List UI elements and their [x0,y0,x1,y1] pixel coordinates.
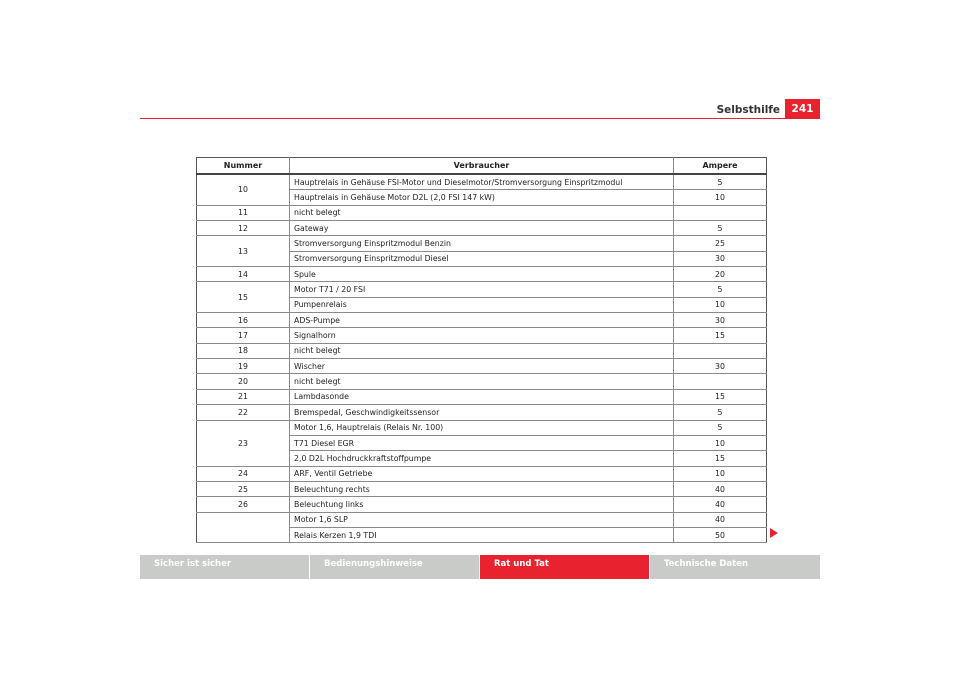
footer-tab-label: Bedienungshinweise [324,559,423,569]
fuse-number-cell: 11 [197,205,290,220]
consumer-cell: nicht belegt [290,343,674,358]
consumer-cell: Hauptrelais in Gehäuse FSI-Motor und Dieselmotor/Stromversorgung Einspritzmodul [290,174,674,190]
page-number-badge: 241 [785,99,820,119]
ampere-cell: 50 [674,527,767,542]
table-row [197,267,767,282]
consumer-cell: T71 Diesel EGR [290,435,674,450]
table-row [197,389,767,404]
page-title: Selbsthilfe [716,104,780,116]
consumer-cell: Relais Kerzen 1,9 TDI [290,527,674,542]
table-row [197,481,767,496]
fuse-number-cell: 22 [197,405,290,420]
fuse-number-cell: 16 [197,313,290,328]
ampere-cell: 10 [674,297,767,312]
consumer-cell: nicht belegt [290,374,674,389]
consumer-cell: Pumpenrelais [290,297,674,312]
consumer-cell: Hauptrelais in Gehäuse Motor D2L (2,0 FSI 147 kW) [290,190,674,205]
fuse-number-cell: 19 [197,359,290,374]
table-row [197,221,767,236]
fuse-number-cell: 14 [197,267,290,282]
consumer-cell: Stromversorgung Einspritzmodul Benzin [290,236,674,251]
column-header-verbraucher: Verbraucher [290,158,674,175]
ampere-cell: 5 [674,282,767,297]
table-row [197,328,767,343]
ampere-cell: 15 [674,451,767,466]
consumer-cell: Motor T71 / 20 FSI [290,282,674,297]
footer-tab-sicher-ist-sicher[interactable] [140,555,309,579]
ampere-cell: 40 [674,497,767,512]
footer-tab-technische-daten[interactable] [650,555,820,579]
fuse-number-cell: 12 [197,221,290,236]
column-header-nummer: Nummer [197,158,290,175]
ampere-cell: 30 [674,313,767,328]
consumer-cell: Wischer [290,359,674,374]
next-page-arrow-icon[interactable] [770,528,778,538]
ampere-cell: 10 [674,435,767,450]
consumer-cell: Beleuchtung links [290,497,674,512]
consumer-cell: ARF, Ventil Getriebe [290,466,674,481]
ampere-cell: 5 [674,405,767,420]
header-rule [140,118,820,119]
consumer-cell: Motor 1,6, Hauptrelais (Relais Nr. 100) [290,420,674,435]
ampere-cell: 30 [674,251,767,266]
ampere-cell: 15 [674,328,767,343]
fuse-number-cell: 23 [197,420,290,466]
consumer-cell: Beleuchtung rechts [290,481,674,496]
ampere-cell: 15 [674,389,767,404]
footer-tab-label: Technische Daten [664,559,749,569]
fuse-number-cell: 15 [197,282,290,313]
ampere-cell: 10 [674,190,767,205]
fuse-number-cell: 17 [197,328,290,343]
table-row [197,282,767,297]
ampere-cell: 30 [674,359,767,374]
table-row [197,343,767,358]
ampere-cell: 20 [674,267,767,282]
fuse-table [196,157,767,543]
consumer-cell: 2,0 D2L Hochdruckkraftstoffpumpe [290,451,674,466]
ampere-cell: 5 [674,174,767,190]
table-row [197,405,767,420]
fuse-number-cell: 13 [197,236,290,267]
consumer-cell: nicht belegt [290,205,674,220]
consumer-cell: Signalhorn [290,328,674,343]
ampere-cell [674,343,767,358]
ampere-cell: 40 [674,512,767,527]
consumer-cell: Spule [290,267,674,282]
fuse-number-cell: 25 [197,481,290,496]
footer-tab-label: Sicher ist sicher [154,559,232,569]
ampere-cell: 5 [674,221,767,236]
table-row [197,420,767,435]
consumer-cell: Lambdasonde [290,389,674,404]
ampere-cell: 25 [674,236,767,251]
table-row [197,466,767,481]
table-row [197,497,767,512]
table-row [197,205,767,220]
table-row [197,359,767,374]
fuse-number-cell: 24 [197,466,290,481]
ampere-cell: 10 [674,466,767,481]
table-row [197,174,767,190]
table-row [197,374,767,389]
consumer-cell: ADS-Pumpe [290,313,674,328]
fuse-number-cell [197,512,290,543]
table-row [197,236,767,251]
column-header-ampere: Ampere [674,158,767,175]
fuse-number-cell: 10 [197,174,290,205]
footer-tab-bedienungshinweise[interactable] [310,555,479,579]
fuse-number-cell: 18 [197,343,290,358]
ampere-cell: 40 [674,481,767,496]
consumer-cell: Gateway [290,221,674,236]
consumer-cell: Motor 1,6 SLP [290,512,674,527]
ampere-cell [674,374,767,389]
ampere-cell: 5 [674,420,767,435]
table-row [197,313,767,328]
table-row [197,512,767,527]
fuse-number-cell: 26 [197,497,290,512]
ampere-cell [674,205,767,220]
consumer-cell: Stromversorgung Einspritzmodul Diesel [290,251,674,266]
fuse-number-cell: 20 [197,374,290,389]
fuse-table-body [197,174,767,543]
footer-tab-rat-und-tat[interactable] [480,555,649,579]
table-header-row [197,158,767,175]
footer-tab-label: Rat und Tat [494,559,549,569]
fuse-number-cell: 21 [197,389,290,404]
consumer-cell: Bremspedal, Geschwindigkeitssensor [290,405,674,420]
